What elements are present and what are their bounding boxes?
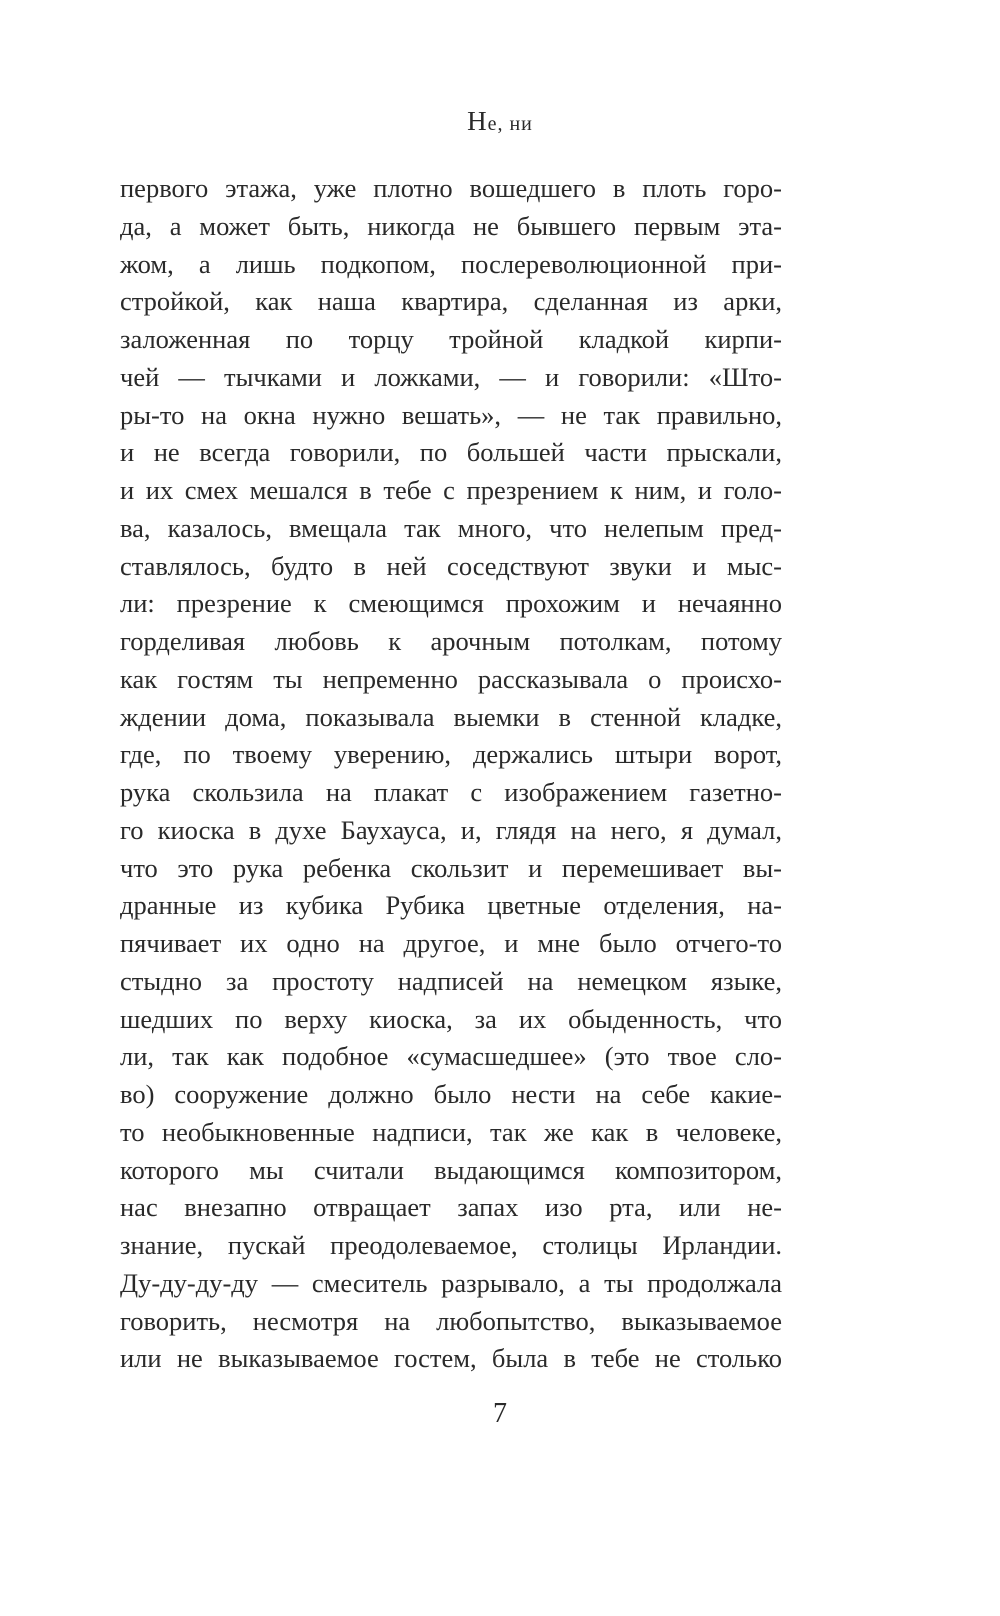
text-line: шедших по верху киоска, за их обыденность, что (120, 1003, 782, 1034)
text-line: ры-то на окна нужно вешать», — не так правильно, (120, 399, 782, 430)
text-line: го киоска в духе Баухауса, и, глядя на него, я думал, (120, 814, 782, 845)
page-number: 7 (493, 1398, 507, 1429)
text-line: стыдно за простоту надписей на немецком языке, (120, 965, 782, 996)
text-line: и их смех мешался в тебе с презрением к ним, и голо- (120, 475, 782, 505)
running-head-rest: е, ни (487, 113, 533, 135)
text-line: ставлялось, будто в ней соседствуют звуки и мыс- (120, 550, 782, 581)
text-line: ли: презрение к смеющимся прохожим и нечаянно (120, 588, 782, 619)
running-head (0, 106, 1000, 137)
text-line: дранные из кубика Рубика цветные отделения, на- (120, 890, 782, 921)
text-line: чей — тычками и ложками, — и говорили: «Што- (120, 361, 782, 392)
text-line: где, по твоему уверению, держались штыри ворот, (120, 739, 782, 770)
text-line: ва, казалось, вмещала так много, что нелепым пред- (120, 512, 782, 543)
text-line: первого этажа, уже плотно вошедшего в плоть горо- (120, 173, 782, 203)
text-line: рука скользила на плакат с изображением газетно- (120, 777, 782, 807)
text-line: которого мы считали выдающимся композитором, (120, 1154, 782, 1185)
running-head-initial: Н (467, 106, 488, 136)
text-line: ли, так как подобное «сумасшедшее» (это твое сло- (120, 1041, 782, 1072)
text-line: то необыкновенные надписи, так же как в человеке, (120, 1116, 782, 1147)
text-line: во) сооружение должно было нести на себе какие- (120, 1079, 782, 1109)
text-line: пячивает их одно на другое, и мне было отчего-то (120, 928, 782, 958)
text-line: или не выказываемое гостем, была в тебе не столько (120, 1343, 782, 1374)
text-line: ждении дома, показывала выемки в стенной кладке, (120, 701, 782, 732)
text-line: говорить, несмотря на любопытство, выказываемое (120, 1305, 782, 1336)
text-line: знание, пускай преодолеваемое, столицы Ирландии. (120, 1230, 782, 1260)
text-line: да, а может быть, никогда не бывшего первым эта- (120, 210, 782, 241)
text-line: как гостям ты непременно рассказывала о происхо- (120, 663, 782, 694)
text-line: жом, а лишь подкопом, послереволюционной при- (120, 248, 782, 279)
text-line: и не всегда говорили, по большей части прыскали, (120, 437, 782, 468)
text-line: стройкой, как наша квартира, сделанная из арки, (120, 286, 782, 317)
text-line: горделивая любовь к арочным потолкам, потому (120, 626, 782, 656)
text-line: что это рука ребенка скользит и перемешивает вы- (120, 852, 782, 883)
text-line: Ду-ду-ду-ду — смеситель разрывало, а ты продолжала (120, 1267, 782, 1298)
text-line: нас внезапно отвращает запах изо рта, или не- (120, 1192, 782, 1223)
body-text (120, 170, 782, 1378)
text-line: заложенная по торцу тройной кладкой кирпи- (120, 324, 782, 354)
